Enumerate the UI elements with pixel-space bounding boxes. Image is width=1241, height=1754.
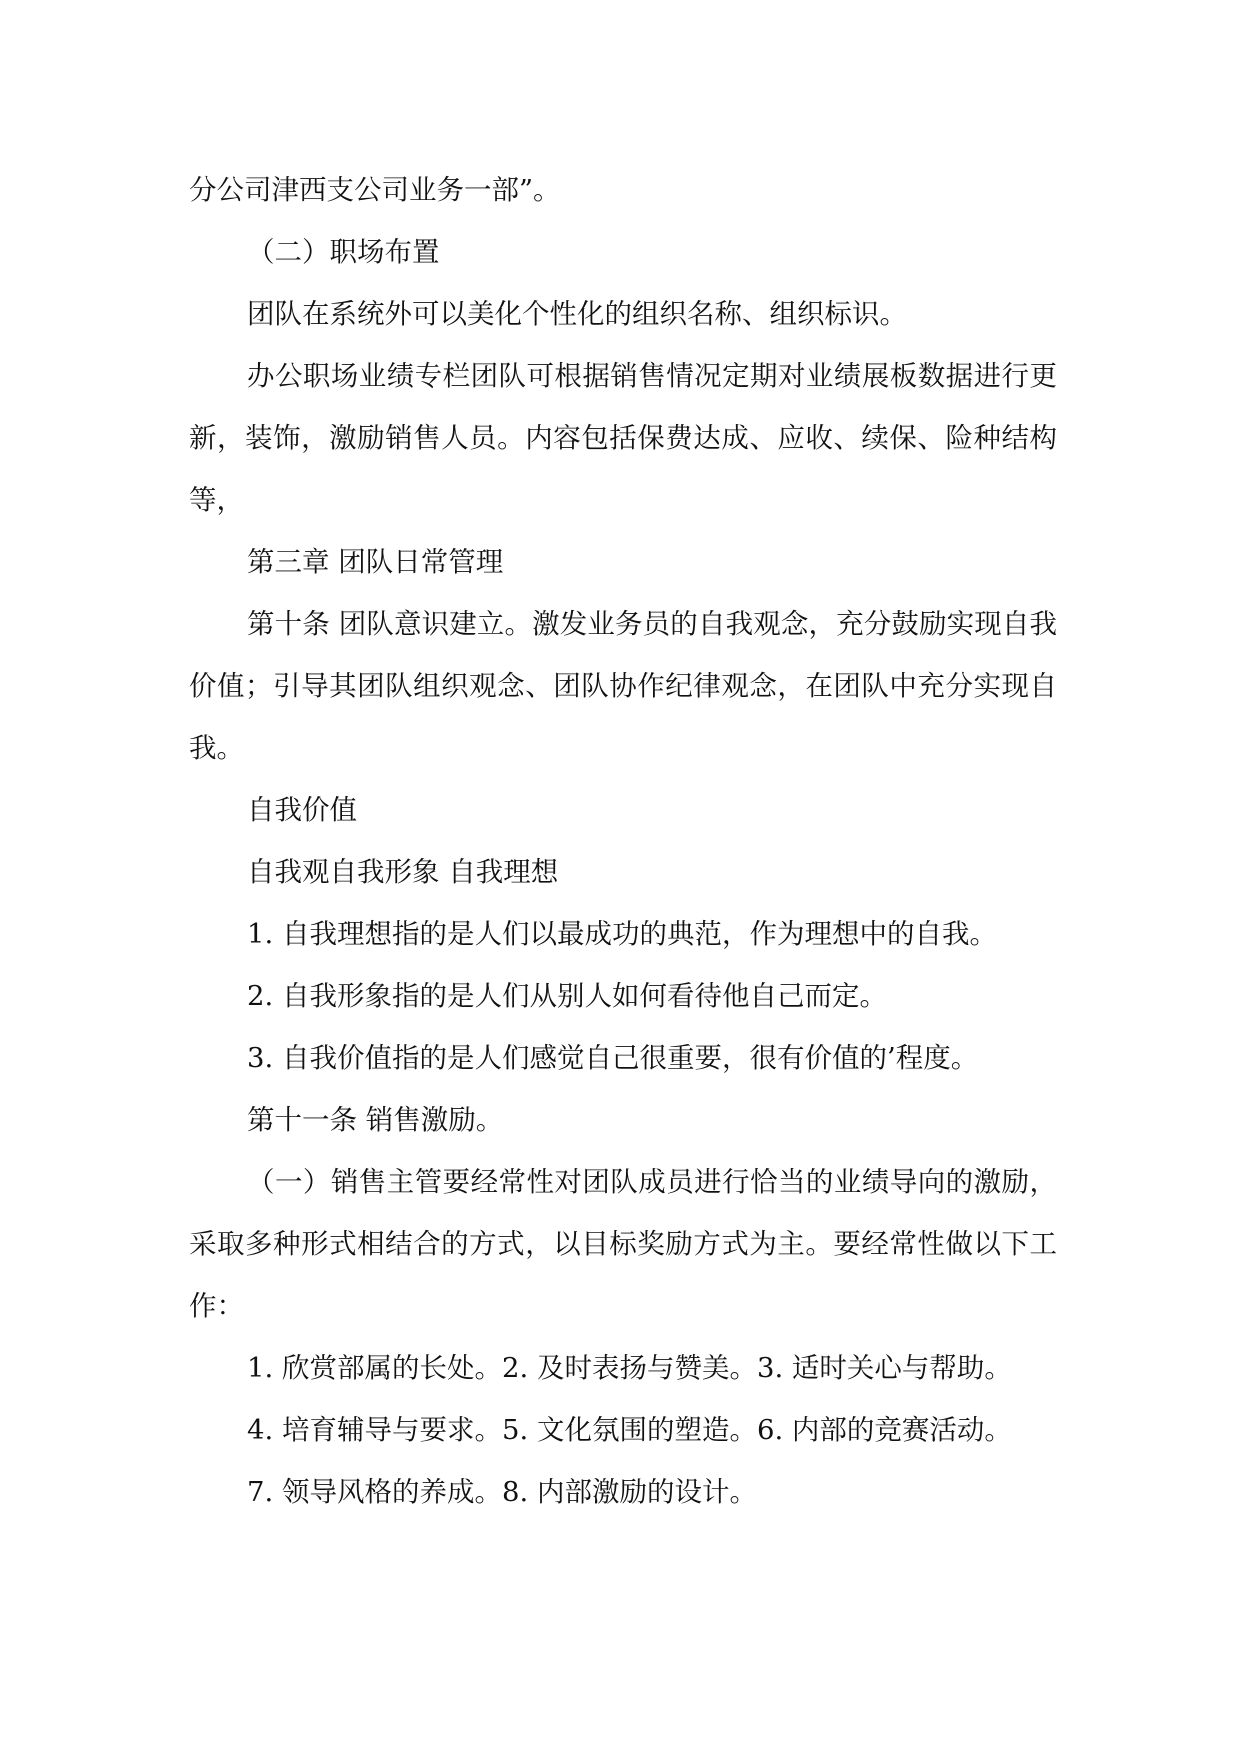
list-item: 4. 培育辅导与要求。5. 文化氛围的塑造。6. 内部的竞赛活动。 bbox=[247, 1414, 1012, 1446]
list-item: 1. 欣赏部属的长处。2. 及时表扬与赞美。3. 适时关心与帮助。 bbox=[247, 1352, 1012, 1384]
list-item: 7. 领导风格的养成。8. 内部激励的设计。 bbox=[247, 1476, 757, 1508]
paragraph: 办公职场业绩专栏团队可根据销售情况定期对业绩展板数据进行更新，装饰，激励销售人员。内容包括保费达成、应收、续保、险种结构等， bbox=[189, 360, 1057, 516]
paragraph: 团队在系统外可以美化个性化的组织名称、组织标识。 bbox=[247, 298, 907, 330]
paragraph: （一）销售主管要经常性对团队成员进行恰当的业绩导向的激励，采取多种形式相结合的方式，以目标奖励方式为主。要经常性做以下工作： bbox=[189, 1166, 1057, 1322]
list-item: 2. 自我形象指的是人们从别人如何看待他自己而定。 bbox=[247, 980, 887, 1012]
paragraph: 自我价值 bbox=[247, 794, 357, 826]
paragraph: 分公司津西支公司业务一部”。 bbox=[189, 174, 561, 206]
section-heading: （二）职场布置 bbox=[247, 236, 440, 268]
article-heading: 第十一条 销售激励。 bbox=[247, 1104, 504, 1136]
chapter-heading: 第三章 团队日常管理 bbox=[247, 546, 504, 578]
paragraph: 自我观自我形象 自我理想 bbox=[247, 856, 559, 888]
list-item: 1. 自我理想指的是人们以最成功的典范，作为理想中的自我。 bbox=[247, 918, 997, 950]
article-paragraph: 第十条 团队意识建立。激发业务员的自我观念，充分鼓励实现自我价值；引导其团队组织观念、团队协作纪律观念，在团队中充分实现自我。 bbox=[189, 608, 1057, 764]
list-item: 3. 自我价值指的是人们感觉自己很重要，很有价值的’程度。 bbox=[247, 1042, 979, 1074]
document-body bbox=[189, 159, 1057, 1523]
